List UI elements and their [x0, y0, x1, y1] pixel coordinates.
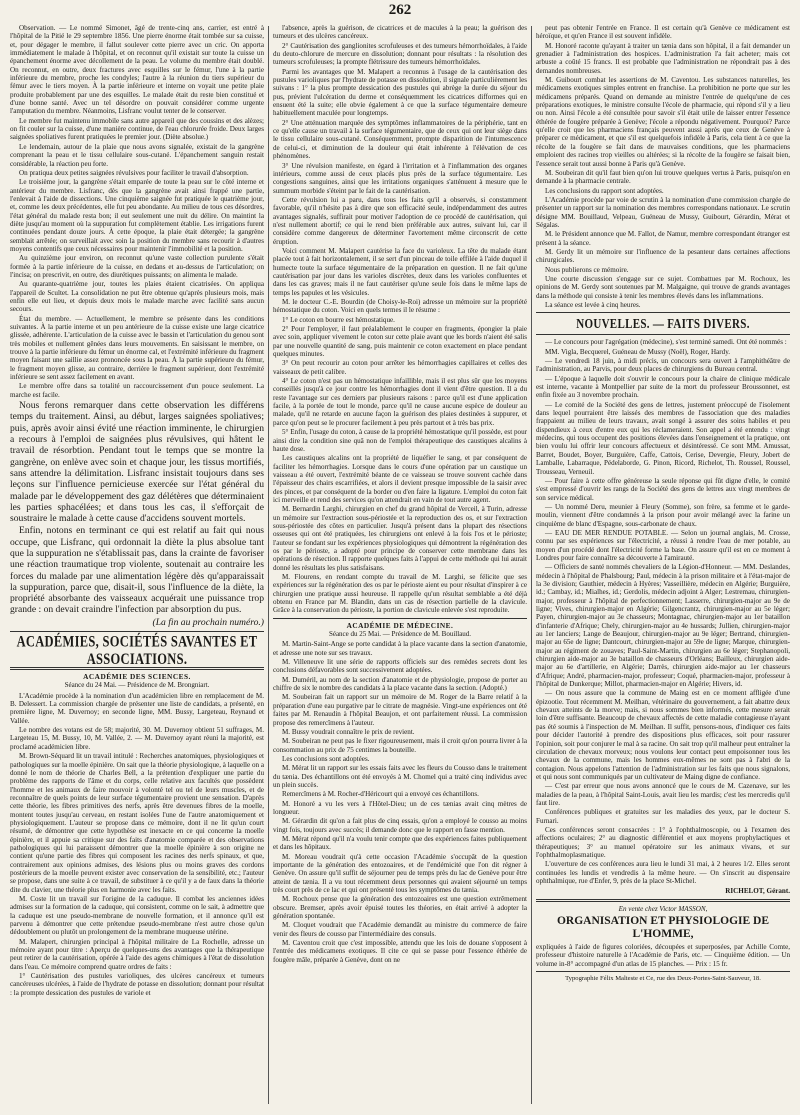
paragraph: Le nombre des votans est de 58; majorité, 30. M. Duvernoy obtient 51 suffrages, M. Largeteau 15, M. Bussy, 10, M. Vallée, 2. — M. Duvernoy ayant réuni la majorité, est proclamé académicien libre.: [10, 726, 264, 751]
paragraph: — EAU DE MER RENDUE POTABLE. — Selon un journal anglais, M. Crosse, connu par ses expériences sur l'électricité, a réussi à rendre l'eau de mer potable, au moyen d'un procédé dont l'électricité forme la base. On assure qu'il est en ce moment à Londres pour faire connaître sa découverte à l'amirauté.: [536, 528, 790, 562]
paragraph: La séance est levée à cinq heures.: [545, 301, 641, 309]
paragraph: — C'est par erreur que nous avons annoncé que le cours de M. Cazenave, sur les maladies de la peau, à l'hôpital Saint-Louis, avait lieu les mardis; c'est les mercredis qu'il faut lire.: [536, 782, 790, 807]
paragraph: M. Villeneuve lit une série de rapports officiels sur des remèdes secrets dont les conclusions défavorables sont successivement adoptées.: [273, 658, 527, 675]
observation-text: [10, 24, 264, 399]
paragraph: Les conclusions du rapport sont adoptées.: [545, 186, 664, 195]
paragraph: MM. Vigla, Becquerel, Guéneau de Mussy (Noël), Roger, Hardy.: [545, 347, 731, 356]
paragraph: M. Cloquet voudrait que l'Académie demandât au ministre du commerce de faire venir des fleurs de cousso par l'intermédiaire des consuls.: [273, 921, 527, 938]
column-left: [10, 24, 264, 1104]
medicine-report-continued: [536, 24, 790, 309]
paragraph: Parmi les avantages que M. Malapert a reconnus à l'usage de la cautérisation des pustules varioliques par l'hydrate de potasse en dissolution, il signale particulièrement les suivans : 1° la plus prompte dessication des pustules qui abrège la durée du séjour du pus, prévient l'ulcération du derme et conséquemment les cicatrices difformes qui en ensuent été la suite; elle obvie également à ce que la surface tégumentaire demeure habituellement maculée pour longtemps.: [273, 67, 527, 118]
paragraph: L'ouverture de ces conférences aura lieu le lundi 31 mai, à 2 heures 1/2. Elles seront continuées les lundis et vendredis à la même heure. — On s'inscrit au dispensaire ophthalmique, rue d'Enfer, 9, près de la place St-Michel.: [536, 860, 790, 885]
paragraph: — On nous assure que la commune de Maing est en ce moment affligée d'une épizootie. Tout récemment M. Meilhan, vétérinaire du gouvernement, a fait abattre deux chevaux atteints de la morve; mais, si nous sommes bien informés, cette mesure serait loin d'être suffisante. Beaucoup de chevaux affectés de cette maladie contagieuse n'ayant pas été soumis à l'inspection de M. Meilhan. Il suffit, pensons-nous, d'indiquer ces faits pour décider l'autorité à prendre des dispositions plus efficaces, soit pour rassurer l'opinion, soit pour conjurer le mal à sa racine. On sait trop qu'il malheur peut entraîner la circulation de chevaux morveux; nous voulons leur contact peut empoisonner tous les chevaux de la commune, mais les hommes eux-mêmes ne sont pas à l'abri de la contagion. Nous appelons l'attention de l'administration sur les faits que nous signalons, et qui nous sont communiqués par un cultivateur de Maing digne de confiance.: [536, 689, 790, 781]
divider: [273, 618, 527, 619]
paragraph: — L'époque à laquelle doit s'ouvrir le concours pour la chaire de clinique médicale est interne, vacante à Montpellier par suite de la mort du professeur Broussonnet, est enfin fixée au 3 novembre prochain.: [536, 374, 790, 400]
paragraph: M. Bernardin Larghi, chirurgien en chef du grand hôpital de Verceil, à Turin, adresse un mémoire sur l'extraction sous-périostée et la reproduction des os, et sur l'extraction sous-périostée des côtes en particulier. Jusqu'à présent dans la plupart des résections osseuses qui ont été pratiquées, les chirurgiens ont enlevé à la fois l'os et le périoste; l'auteur se fondant sur les expériences physiologiques qui démontrent la régénération des os par le périoste, a adopté pour principe de conserver cette membrane dans les opérations de résection. Il rapporte quelques faits à l'appui de cette méthode qui lui aurait donné les résultats les plus satisfaisans.: [273, 505, 527, 572]
paragraph: M. Gérardin dit qu'on a fait plus de cinq essais, qu'on a employé le cousso au moins vingt fois, toujours avec succès; il demande donc que le rapport en fasse mention.: [273, 817, 527, 834]
paragraph: peut pas obtenir l'entrée en France. Il est certain qu'à Genève ce médicament est héroïque, et qu'en France il est souvent infidèle.: [536, 24, 790, 41]
paragraph: Le lendemain, autour de la plaie que nous avons signalée, existait de la gangrène comprenant la peau et le tissu cellulaire sous-cutané. L'épanchement sanguin restait considérable, la réaction peu forte.: [10, 142, 264, 168]
paragraph: M. Moreau voudrait qu'à cette occasion l'Académie s'occupât de la question importante de la génération des entozoaires, et de l'endémicité que l'on dit régner à Genève. On assure qu'il suffit de séjourner peu de temps près du lac de Genève pour être atteint de tænia. Il a vu tout récemment deux personnes qui avaient séjourné un temps très court près de ce lac et qui ont présenté tous les symptômes du tænia.: [273, 852, 527, 895]
paragraph: M. Soubeiran ne peut pas le fixer rigoureusement, mais il croit qu'on pourra livrer à la consommation au prix de 75 centimes la bouteille.: [273, 737, 527, 754]
paragraph: M. Honoré a vu les vers à l'Hôtel-Dieu; un de ces tænias avait cinq mètres de longueur.: [273, 799, 527, 816]
paragraph: — Officiers de santé nommés chevaliers de la Légion-d'Honneur. — MM. Deslandes, médecin à l'hôpital de Phalsbourg; Paul, médecin à la prison militaire et à l'état-major de la 3e division; Gauthier, médecin à Hyères; Vasseillière, médecin en Algérie; Burguière, id.; Cambay, id.; Mialhes, id.; Gerdolis, médecin adjoint à Alger; Lestremau, chirurgien-major, professeur à l'hôpital de perfectionnement; Lasserre, chirurgien-major au 9e de ligne; Vives, chirurgien-major en Algérie; Gilgencrantz, chirurgien-major au 5e léger; Payen, chirurgien-major au 3e chasseurs; Montagnac, chirurgien-major au 1er bataillon d'infanterie d'Afrique; Chely, chirurgien-major au 4e hussards; Jullien, chirurgien-major au 1er lanciers; Lange de Beaujour, chirurgien-major au 9e léger; Bertrand, chirurgien-major au 65e de ligne; Dantcourt, chirurgien-major au 59e de ligne; Marque, chirurgien-major au régiment de zouaves; Paul-Saint-Martin, chirurgien au 6e léger; Stephanopoli, chirurgien aide-major au 3e bataillon de chasseurs d'Orléans; Bailleux, chirurgien aide-major au 6e d'artillerie, en Algérie; Darrès, chirurgien aide-major au 1er chasseurs d'Afrique; André, pharmacien-major, professeur; Coqué, pharmacien-major, professeur à l'hôpital de Dunkerque; Millot, pharmacien-major en Algérie; Hivers, id.: [536, 563, 790, 689]
academy-report-text: [10, 692, 264, 997]
medicine-report-text: [273, 640, 527, 964]
paragraph: M. Gerdy lit un mémoire sur l'influence de la pesanteur dans certaines affections chirurgicales.: [536, 247, 790, 265]
paragraph: Nous ferons remarquer dans cette observation les différens temps du traitement. Ainsi, au début, larges saignées spoliatives; puis, après avoir ainsi évité une réaction imminente, le chirurgien a recours à l'emploi de saignées plus révulsives, qui hâtent le travail de résorbtion. Pendant tout le temps que se montre la gangrène, on enlève avec soin et chaque jour, les tissus mortifiés, sans attendre la délimitation. Lisfranc insistait toujours dans ses leçons sur l'influence pernicieuse exercée sur l'état général du malade par le développement des gaz délétères que déterminaient les parties sphacélées; et dans tous les cas, il s'efforçait de soustraire le malade à cette cause d'accidens souvent mortels.: [10, 400, 264, 525]
paragraph: 2° Cautérisation des ganglionites scrofuleuses et des tumeurs hémorrhoïdales, à l'aide du deuto-chlorure de mercure en dissolution; donnant pour résultats : la résolution des tumeurs scrofuleuses; la prompte flétrissure des tumeurs hémorrhoïdales.: [273, 41, 527, 67]
paragraph: — Un nommé Deru, meunier à Fleury (Somme), son frère, sa femme et le garde-moulin, viennent d'être condamnés à la prison pour avoir mélangé avec la farine un cinquième de blanc d'Espagne, sous-carbonate de chaux.: [536, 502, 790, 528]
paragraph: M. Soubeiran fait un rapport sur un mémoire de M. Roger de la Barre relatif à la préparation d'une eau purgative par le citrate de magnésie. Vingt-une expériences ont été faites par M. Renaudin à l'hôpital Beaujon, et ont parfaitement réussi. La commission propose des remercîmens à l'auteur.: [273, 693, 527, 727]
paragraph: — Le comité de la Société des gens de lettres, justement préoccupé de l'isolement dans lequel pourraient être laissés des membres de l'association que des maladies frappaient au milieu de leurs travaux, avait songé à assurer des soins habiles et peu dispendieux à ceux d'entre eux qui les réclameraient. Son appel a été entendu : vingt médecins, qui tous occupent des positions élevées dans l'enseignement et la pratique, ont bien voulu lui offrir leur concours affectueux et désintéressé. Ce sont MM. Amussat, Barret, Boudet, Boyer, Burguière, Caffe, Cattois, Cerise, Devergie, Fleury, Jobert de Lamballe, Labarraque, Pédelaborde, G. Pinon, Ricord, Richelot, Th. Roussel, Roussel, Trousseau, Verneuil.: [536, 400, 790, 476]
paragraph: Observation. — Le nommé Simonet, âgé de trente-cinq ans, carrier, est entré à l'hôpital de la Pitié le 29 septembre 1856. Une pierre énorme était tombée sur sa cuisse, et, pour dégager le membre, il fallut soulever cette pierre avec un cric. On apporta immédiatement le malade à l'hôpital, et on reconnut qu'il existait sur toute la cuisse un épanchement énorme avec décollement de la peau. Le volume du membre était doublé. On reconnut, en outre, deux fractures avec esquilles sur le fémur, l'une à la partie inférieure du membre, proche les condyles; l'autre à la réunion du tiers supérieur du fémur avec le tiers moyen. À la partie inférieure et interne on voyait une petite plaie produite probablement par une des esquilles. Le malade était du reste bien constitué et d'une bonne santé. Avec un tel désordre on pouvait considérer comme urgente l'amputation du membre. Néanmoins, Lisfranc voulut tenter de le conserver.: [10, 24, 264, 116]
paragraph: l'absence, après la guérison, de cicatrices et de macules à la peau; la guérison des tumeurs et des ulcères cancéreux.: [273, 24, 527, 41]
paragraph: M. Malapert, chirurgien principal à l'hôpital militaire de La Rochelle, adresse un mémoire ayant pour titre : Aperçu de quelques-uns des avantages que la thérapeutique peut retirer de la cautérisation, opérée à l'aide des agens chimiques à l'état de dissolution dans l'eau. Ce mémoire comprend quatre ordres de faits :: [10, 937, 264, 971]
paragraph: On pratiqua deux petites saignées révulsives pour faciliter le travail d'absorption.: [19, 168, 249, 177]
session-line: Séance du 24 Mai. — Présidence de M. Brongniart.: [64, 681, 210, 690]
divider: [536, 971, 790, 972]
paragraph: Le membre offre dans sa totalité un raccourcissement d'un pouce seulement. La marche est facile.: [10, 382, 264, 399]
paragraph: L'Académie procède à la nomination d'un académicien libre en remplacement de M. B. Delessert. La commission chargée de présenter une liste de candidats, a présenté, en première ligne, M. Duvernoy; en seconde ligne, MM. Bussy, Largeteau, Reynaud et Vallée.: [10, 691, 264, 725]
paragraph: Une courte discussion s'engage sur ce sujet. Combattues par M. Rochoux, les opinions de M. Gerdy sont soutenues par M. Malgaigne, qui trouve de grands avantages dans la méthode qui consiste à tenir les membres élevés dans les inflammations.: [536, 274, 790, 300]
paragraph: M. Bussy voudrait connaître le prix de revient.: [282, 727, 415, 736]
paragraph: Remercîmens à M. Rocher-d'Héricourt qui a envoyé ces échantillons.: [282, 790, 479, 799]
paragraph: — Pour faire à cette offre généreuse la seule réponse qui fût digne d'elle, le comité s'est empressé d'ouvrir les rangs de la Société des gens de lettres aux vingt membres de son service médical.: [536, 476, 790, 502]
paragraph: 3° Une révulsion manifeste, en égard à l'irritation et à l'inflammation des organes intérieurs, comme aussi de ceux placés plus près de la surface tégumentaire. Les congestions sanguines, ainsi que les irritations organiques s'atténuent à mesure que le summum morbide s'éteint par le fait de la cautérisation.: [273, 161, 527, 195]
editor-signature: RICHELOT, Gérant.: [725, 887, 790, 896]
column-right: [536, 24, 790, 1104]
column-divider: [268, 26, 269, 1104]
paragraph: État du membre. — Actuellement, le membre se présente dans les conditions suivantes. À la partie interne et un peu antérieure de la cuisse existe une large cicatrice glissée, adhérente. L'articulation de la cuisse avec le bassin et l'articulation du genou sont très mobiles et nullement gênées dans leurs mouvements. En saisissant le membre, on trouve à la partie inférieure du fémur un énorme cal, et l'extrémité inférieure du fragment moyen faisant une saillie assez prononcée sous la peau. À la partie supérieure du fémur, le fragment moyen glisse, au contraire, derrière le fragment supérieur, dont l'extrémité inférieure se sent assez facilement en avant.: [10, 314, 264, 382]
paragraph: 4° Le coton n'est pas un hémostatique infaillible, mais il est plus sûr que les moyens conseillés jusqu'à ce jour contre les hémorrhagies dont il vient d'être question. Il a du reste l'avantage sur ces derniers par plusieurs raisons : parce qu'il est d'une application facile, à la portée de tout le monde, parce qu'il ne cause aucune espèce de douleur au malade, qu'il ne retarde en aucune façon la guérison des plaies destinées à suppurer, et parce qu'on peut se le procurer facilement à peu près partout et à très bas prix.: [273, 377, 527, 427]
advert-body: expliquées à l'aide de figures coloriées, découpées et superposées, par Achille Comte, professeur d'histoire naturelle à l'Académie de Paris, etc. — Cinquième édition. — Un volume in-8° accompagné d'un atlas de 15 planches. — Prix : 15 fr.: [536, 943, 790, 968]
medicine-heading: ACADÉMIE DE MÉDECINE.: [346, 620, 454, 630]
paragraph: 2° Pour l'employer, il faut préalablement le couper en fragments, épongier la plaie avec soin, appliquer vivement le coton sur cette plaie avant que les bords n'aient été salis par une nouvelle quantité de sang, puis maintenir ce coton exactement en place pendant quelques minutes.: [273, 325, 527, 359]
paragraph: Nous publierons ce mémoire.: [545, 265, 629, 274]
paragraph: 2° Une atténuation marquée des symptômes inflammatoires de la périphérie, tant en ce qu'elle cause un travail à la surface tégumentaire, que de ceux qui ont leur siège dans le tissu cellulaire sous-cutané. Conséquemment, prompte disparition de l'intumescence de celui-ci, et diminution de la douleur qui était inhérente à l'élévation de ces phénomènes.: [273, 118, 527, 161]
paragraph: Ces conférences seront consacrées : 1° à l'ophthalmoscopie, ou à l'examen des affections oculaires; 2° au diagnostic différentiel et aux moyens prophylactiques et thérapeutiques; 3° au manuel opératoire sur les animaux vivans, et sur l'ophthalmoplasmatique.: [536, 825, 790, 859]
divider: [10, 667, 264, 670]
divider: [536, 312, 790, 313]
paragraph: — Le concours pour l'agrégation (médecine), s'est terminé samedi. Ont été nommés :: [545, 338, 787, 347]
academy-report-continued: [273, 24, 527, 615]
paragraph: Les conclusions sont adoptées.: [282, 754, 370, 763]
paragraph: Au quarante-quatrième jour, toutes les plaies étaient cicatrisées. On appliqua l'appareil de Scultet. La consolidation ne put être obtenue qu'après plusieurs mois, mais enfin elle eut lieu, et depuis deux mois le malade marche avec facilité sans aucun secours.: [10, 280, 264, 314]
paragraph: 1° Le coton en bourre est hémostatique.: [282, 315, 395, 324]
session-line: Séance du 25 Mai. — Présidence de M. Bouillaud.: [328, 630, 472, 639]
paragraph: M. le docteur C.-E. Bourdin (de Choisy-le-Roi) adresse un mémoire sur la propriété hémostatique du coton. Voici en quels termes il le résume :: [273, 298, 527, 315]
paragraph: Le troisième jour, la gangrène s'était emparée de toute la peau sur le côté interne et antérieur du membre. Lisfranc, dès que la gangrène avait ainsi frappé une partie, l'enlevait à l'aide de dissections. Une cinquième saignée fut pratiquée le quatrième jour, et, comme les deux précédentes, elle fut peu abondante. Au milieu de tous ces désordres, l'état général du malade resta bon; il eut seulement une nuit du délire. On maintint la diète jusqu'au moment où la suppuration fut complètement établie. Les irrigations furent continuées pendant douze jours. À cette époque, la plaie était détergée; la gangrène semblait arrêtée; on surveillait avec soin la position du membre sans recourir à d'autres moyens contentifs que ceux nécessaires pour maintenir l'immobilité et la position.: [10, 178, 264, 253]
column-divider: [531, 26, 532, 1104]
paragraph: M. Soubeiran dit qu'il faut bien qu'on lui trouve quelques vertus à Paris, puisqu'on en demande à la pharmacie centrale.: [536, 168, 790, 186]
paragraph: Le membre fut maintenu immobile sans autre appareil que des coussins et des alèzes; on fit couler sur la cuisse, d'une manière continue, de l'eau chlorurée froide. Deux larges saignées spoliatives furent pratiquées le premier jour. (Diète absolue.): [10, 116, 264, 142]
paragraph: M. Brown-Séquard lit un travail intitulé : Recherches anatomiques, physiologiques et pathologiques sur la moelle épinière. On sait que la théorie physiologique, à laquelle on a donné le nom de théorie de Charles Bell, a la prétention d'expliquer une partie du problème des rapports de l'âme et du corps, celle relative aux facultés que possèdent l'homme et les animaux de faire mouvoir à volonté tel ou tel de leurs muscles, et de reconnaître de quels points de leur surface tégumentaire provient une sensation. D'après cette théorie, les fibres primitives des nerfs, après être devenues fibres de la moelle, montent toutes jusqu'au cerveau, en restant isolées l'une de l'autre anatomiquement et physiologiquement. L'auteur se propose dans ce mémoire, dont il ne lit qu'un court résumé, de démontrer que cette hypothèse est inexacte en ce qui concerne la moelle épinière, et il appuie sa critique sur des faits d'anatomie comparée et des observations pathologiques qui lui paraissent démontrer que la moelle épinière à son origine ne contient qu'une partie des fibres qui composent les racines des nerfs spinaux, et que, contrairement aux opinions admises, des lésions plus ou moins graves des cordons postérieurs de la moelle peuvent exister avec conservation de la sensibilité, etc.; l'auteur se propose, dans une suite à ce travail, de substituer à ce qu'il y a de faux dans la théorie dite du clavier, une théorie plus en harmonie avec les faits.: [10, 752, 264, 894]
paragraph: L'Académie procède par voie de scrutin à la nomination d'une commission chargée de présenter un rapport sur la nomination des membres correspondans nationaux. Le scrutin désigne MM. Bouillaud, Velpeau, Guéneau de Mussy, Guibourt, Gérardin, Mérat et Ségalas.: [536, 195, 790, 229]
paragraph: Voici comment M. Malapert cautérise la face du varioleux. La tête du malade étant placée tout à fait horizontalement, il se sert d'un pinceau de toile effilée à l'aide duquel il humecte toute la surface tégumentaire de la préparation en question. Il ne fait qu'une cautérisation par jour dans les varioles discrètes, deux dans les varioles confluentes et dans les cas graves; mais il ne faut cautériser qu'une seule fois dans le même laps de temps les papules et les vésicules.: [273, 246, 527, 297]
advert-title: ORGANISATION ET PHYSIOLOGIE DE L'HOMME,: [556, 915, 770, 941]
page-number: 262: [388, 2, 412, 18]
paragraph: M. Mérat lit un rapport sur les essais faits avec les fleurs du Cousso dans le traitement du tænia. Des échantillons ont été envoyés à M. Chomel qui a traité cinq individus avec un plein succès.: [273, 764, 527, 789]
paragraph: M. Honoré raconte qu'ayant à traiter un tænia dans son hôpital, il a fait demander un grenadier à l'administration des hospices. L'administration l'a fait acheter; mais cet arbuste a coûté 15 francs. Il est probable que l'administration ne répondrait pas à des demandes nombreuses.: [536, 41, 790, 75]
commentary-text: [10, 400, 264, 616]
paragraph: Au quinzième jour environ, on reconnut qu'une vaste collection purulente s'était formée à la partie inférieure de la cuisse, en dedans et au-dessus de l'articulation; on l'incisa; on prescrivit, en outre, des diurétiques puissants; on alimenta le malade.: [10, 254, 264, 279]
paragraph: M. Coste lit un travail sur l'origine de la caduque. Il combat les anciennes idées admises sur la formation de la caduque, qui consistent, comme on le sait, à admettre que la caduque est une pseudo-membrane de nouvelle formation, et il annonce qu'il est parvenu à démontrer que cette prétendue pseudo-membrane n'est autre chose qu'un dédoublement ou plutôt un prolongement de la membrane muqueuse utérine.: [10, 895, 264, 937]
paragraph: M. Duméril, au nom de la section d'anatomie et de physiologie, propose de porter au chiffre de six le nombre des candidats à la place vacante dans la section. (Adopté.): [273, 675, 527, 693]
column-middle: [273, 24, 527, 1104]
paragraph: 3° On peut recourir au coton pour arrêter les hémorrhagies capillaires et celles des vaisseaux de petit calibre.: [273, 359, 527, 376]
printer-line: Typographie Félix Malteste et Ce, rue des Deux-Portes-Saint-Sauveur, 18.: [565, 975, 761, 983]
paragraph: 1° Cautérisation des pustules varioliques, des ulcères cancéreux et tumeurs cancéreuses ulcérées, à l'aide de l'hydrate de potasse en dissolution; donnant pour résultat : la prompte dessication des pustules de variole et: [10, 972, 264, 997]
paragraph: M. Flourens, en rendant compte du travail de M. Larghi, se félicite que ses expériences sur la régénération des os par le périoste aient eu pour résultat d'inspirer à ce chirurgien une pratique aussi heureuse. Il rappelle qu'un résultat semblable a été déjà obtenu en France par M. Blandin, dans un cas de résection partielle de la clavicule. Grâce à la conservation du périoste, la portion de clavicule enlevée s'est reproduite.: [273, 573, 527, 615]
paragraph: Les caustiques alcalins ont la propriété de liquéfier le sang, et par conséquent de faciliter les hémorrhagies. Lorsque dans le cours d'une opération par un caustique un vaisseau a été ouvert, l'extrémité béante de ce vaisseau se trouve souvent cachée dans l'épaisseur des chairs escarrifiées, et alors il devient presque impossible de la saisir avec des pinces, et par conséquent de la border ou d'en faire la ligature. L'emploi du coton fait ici merveille et rend des services qu'on attendrait en vain de tout autre agent.: [273, 454, 527, 504]
paragraph: M. Mérat répond qu'il n'a voulu tenir compte que des expériences faites publiquement et dans les hôpitaux.: [273, 834, 527, 852]
advert-intro: En vente chez Victor MASSON,: [618, 904, 708, 913]
paragraph: — Le vendredi 18 juin, à midi précis, un concours sera ouvert à l'amphithéâtre de l'administration, au Parvis, pour deux places de chirurgiens du Bureau central.: [536, 357, 790, 374]
paragraph: Enfin, notons en terminant ce qui est relatif au fait qui nous occupe, que Lisfranc, qui ordonnait la diète la plus absolue tant que la suppuration ne s'établissait pas, dans la crainte de favoriser une réaction traumatique trop violente, soutenait au contraire les forces du malade par une alimentation légère dès qu'apparaissait la suppuration, parce que, disait-il, sous l'influence de la diète, la propriété absorbante des vaisseaux acquérait une puissance trop grande : on devait craindre l'infection par absorption du pus.: [10, 525, 264, 616]
news-text: [536, 338, 790, 885]
paragraph: M. Caventou croit que c'est impossible, attendu que les lois de douane s'opposent à l'entrée des médicamens exotiques. Il cite ce qui se passe pour l'essence éthérée de fougère mâle, préparée à Genève, dont on ne: [273, 939, 527, 964]
paragraph: Cette révulsion lui a paru, dans tous les faits qu'il a observés, si constamment favorable, qu'il n'hésite pas à dire que son efficacité seule, indépendamment des autres avantages signalés, suffirait pour motiver l'adoption de ce procédé de cautérisation, qui n'est nullement abortif; ce qui le rend bien préférable aux autres, suivant lui, car il considère comme dangereux de déterminer l'avortement même circonscrit de cette éruption.: [273, 195, 527, 246]
paragraph: M. le Président annonce que M. Fallot, de Namur, membre correspondant étranger est présent à la séance.: [536, 230, 790, 247]
continued-note: (La fin au prochain numéro.): [152, 616, 264, 628]
divider: [536, 899, 790, 902]
paragraph: M. Rochoux pense que la génération des entozoaires est une question extrêmement obscure. Bremser, après avoir épuisé toutes les théories, en était arrivé à adopter la génération spontanée.: [273, 895, 527, 921]
paragraph: M. Martin-Saint-Ange se porte candidat à la place vacante dans la section d'anatomie, et adresse une note sur ses travaux.: [273, 640, 527, 657]
paragraph: M. Guibourt combat les assertions de M. Caventou. Les substances naturelles, les médicamens exotiques simples entrent en franchise. La prohibition ne porte que sur les médicamens préparés. Quand on demande au ministre l'entrée de quelqu'une de ces préparations exotiques, le ministre consulte l'école de pharmacie, qui répond s'il y a lieu ou non. Ainsi l'école a été consultée pour savoir s'il était utile de laisser entrer l'essence éthérée de fougère préparée à Genève; l'école a répondu négativement. Pourquoi? Parce qu'elle croit que les pharmaciens français peuvent aussi après que ceux de Genève à préparer ce médicament, et que s'il est quelquefois infidèle à Paris, cela tient à ce que la récolte de la fougère se fait dans de mauvaises conditions, que les pharmaciens emploient des racines trop vieilles ou altérées; si la récolte de la fougère se faisait bien, l'essence serait tout aussi bonne à Paris qu'à Genève.: [536, 76, 790, 168]
news-heading: NOUVELLES. — FAITS DIVERS.: [576, 316, 750, 332]
paragraph: 5° Enfin, l'usage du coton, à cause de la propriété hémostatique qu'il possède, est pour ainsi dire la condition sine quâ non de l'emploi thérapeutique des caustiques alcalins à haute dose.: [273, 428, 527, 453]
section-heading: ACADÉMIES, SOCIÉTÉS SAVANTES ET ASSOCIATIONS.: [16, 632, 258, 668]
divider: [536, 334, 790, 335]
academy-heading: ACADÉMIE DES SCIENCES.: [83, 672, 191, 682]
paragraph: Conférences publiques et gratuites sur les maladies des yeux, par le docteur S. Furnari.: [536, 808, 790, 825]
